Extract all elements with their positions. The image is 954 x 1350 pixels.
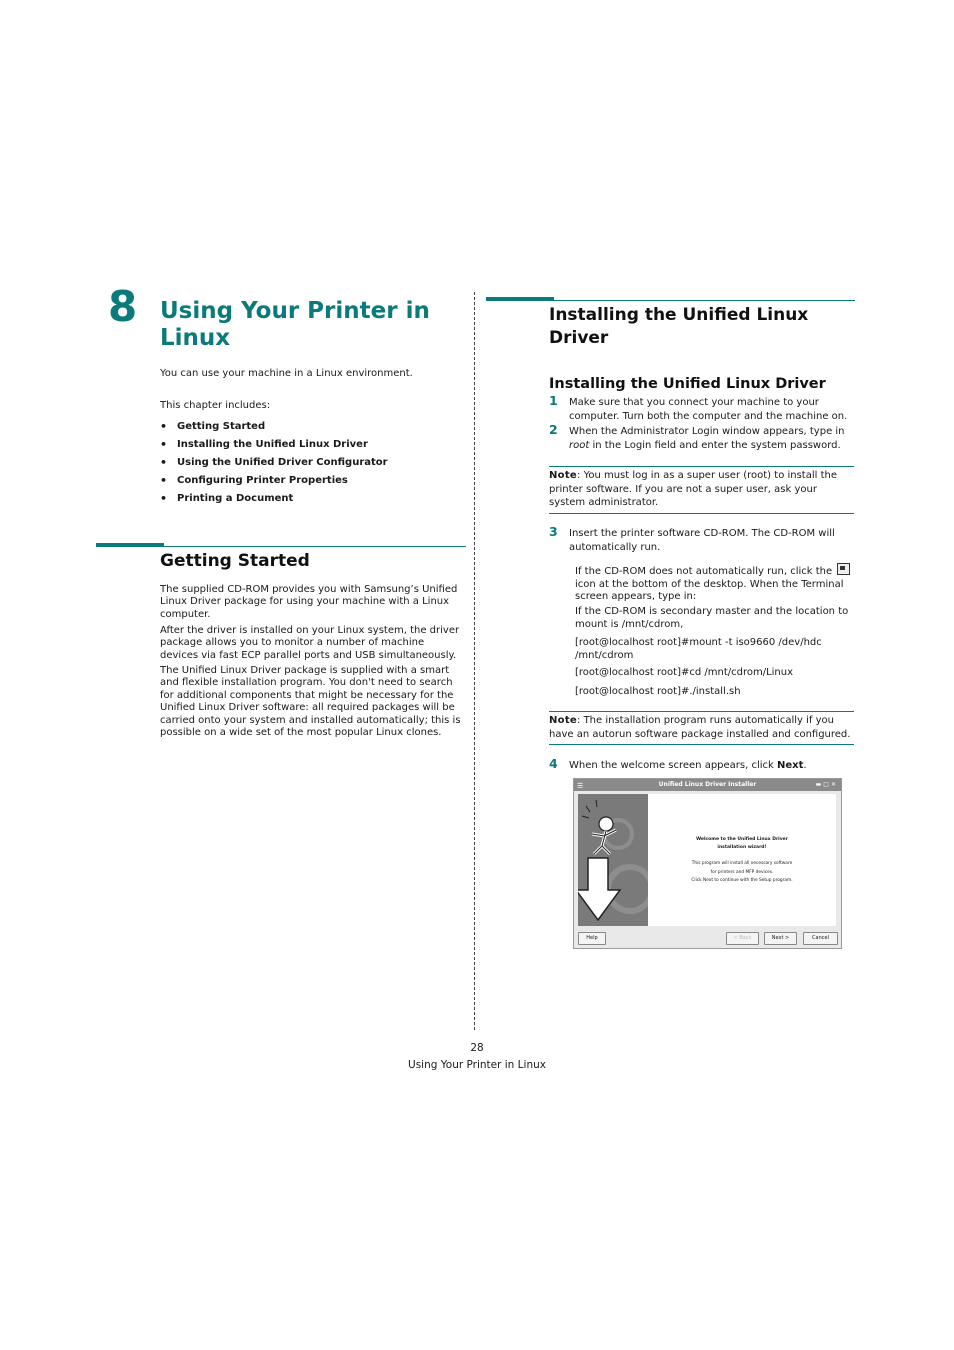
- step-1: [549, 393, 849, 424]
- toc-item[interactable]: • Installing the Unified Linux Driver: [160, 436, 460, 454]
- chapter-title: Using Your Printer in Linux: [160, 298, 430, 351]
- toc-item[interactable]: • Printing a Document: [160, 490, 460, 508]
- chapter-intro: You can use your machine in a Linux environment.: [160, 368, 413, 379]
- root-emphasis: root: [569, 440, 590, 451]
- window-controls[interactable]: ▬□✕: [815, 781, 838, 788]
- help-button[interactable]: Help: [578, 932, 606, 945]
- back-button[interactable]: < Back: [726, 932, 759, 945]
- note-label: Note: [549, 715, 578, 726]
- note-rule-top: [549, 711, 854, 712]
- section-rule: [486, 300, 855, 301]
- mount-instruction: If the CD-ROM is secondary master and the location to mount is /mnt/cdrom,: [575, 606, 849, 630]
- next-button[interactable]: Next >: [764, 932, 797, 945]
- note-rule-top: [549, 466, 854, 467]
- installer-mascot-icon: [578, 794, 648, 926]
- toc-item[interactable]: • Getting Started: [160, 418, 460, 436]
- installer-side-graphic: [578, 794, 648, 926]
- page-number: 28: [470, 1042, 484, 1054]
- note-1: Note: You must log in as a super user (root) to install the printer software. If you are not a super user, ask your system administrator.: [549, 470, 838, 508]
- step-number: 2: [549, 422, 558, 437]
- terminal-icon: [837, 563, 850, 575]
- getting-started-heading: Getting Started: [160, 551, 310, 571]
- cancel-button[interactable]: Cancel: [803, 932, 838, 945]
- cdrom-instruction: If the CD-ROM does not automatically run, click the icon at the bottom of the desktop. When the Terminal screen appears, type in:: [575, 563, 855, 604]
- installer-title: Unified Linux Driver Installer: [658, 781, 757, 788]
- installing-heading: Installing the Unified Linux Driver: [549, 305, 809, 348]
- step-text: Make sure that you connect your machine to your computer. Turn both the computer and the machine on.: [569, 397, 848, 422]
- installing-subheading: Installing the Unified Linux Driver: [549, 376, 826, 392]
- footer-title: Using Your Printer in Linux: [408, 1059, 546, 1071]
- note-label: Note: [549, 470, 578, 481]
- installer-description: This program will install all necessary software for printers and MFP devices. Click Next to continue with the Setup program.: [691, 861, 793, 883]
- toc-item[interactable]: • Configuring Printer Properties: [160, 472, 460, 490]
- getting-started-paragraph: The Unified Linux Driver package is supplied with a smart and flexible installation program. You don't need to search for additional components that might be necessary for the Unified Linux Driver software: all required packages will be carried onto your system and installed automatically; this is possible on a wide set of the most popular Linux clones.: [160, 665, 461, 739]
- installer-content: [648, 794, 836, 926]
- step-number: 4: [549, 756, 558, 771]
- command-install: [root@localhost root]#./install.sh: [575, 686, 741, 697]
- chapter-number: 8: [108, 282, 138, 331]
- note-rule-bottom: [549, 744, 854, 745]
- column-separator: [474, 292, 475, 1030]
- installer-screenshot: [573, 778, 842, 949]
- includes-label: This chapter includes:: [160, 400, 271, 411]
- note-2: Note: The installation program runs automatically if you have an autorun software package installed and configured.: [549, 715, 851, 740]
- command-cd: [root@localhost root]#cd /mnt/cdrom/Linux: [575, 667, 794, 678]
- command-mount: [root@localhost root]#mount -t iso9660 /dev/hdc /mnt/cdrom: [575, 637, 822, 661]
- step-2: [549, 422, 849, 453]
- step-text: Insert the printer software CD-ROM. The CD-ROM will automatically run.: [569, 528, 835, 553]
- installer-welcome: Welcome to the Unified Linux Driver installation wizard!: [696, 837, 788, 850]
- note-rule-bottom: [549, 513, 854, 514]
- step-4: [549, 756, 849, 773]
- toc-item[interactable]: • Using the Unified Driver Configurator: [160, 454, 460, 472]
- getting-started-paragraph: The supplied CD-ROM provides you with Samsung’s Unified Linux Driver package for using your machine with a Linux computer.: [160, 584, 458, 620]
- step-number: 1: [549, 393, 558, 408]
- next-emphasis: Next: [777, 760, 804, 771]
- section-rule: [96, 546, 466, 547]
- getting-started-paragraph: After the driver is installed on your Linux system, the driver package allows you to monitor a number of machine devices via fast ECP parallel ports and USB simultaneously.: [160, 625, 460, 661]
- step-text: When the Administrator Login window appears, type in root in the Login field and enter the system password.: [569, 426, 845, 451]
- step-3: [549, 524, 849, 555]
- installer-titlebar: [574, 779, 841, 791]
- step-number: 3: [549, 524, 558, 539]
- step-text: When the welcome screen appears, click Next.: [569, 760, 807, 771]
- window-menu-icon[interactable]: ☰: [577, 782, 584, 790]
- chapter-toc: [160, 418, 460, 508]
